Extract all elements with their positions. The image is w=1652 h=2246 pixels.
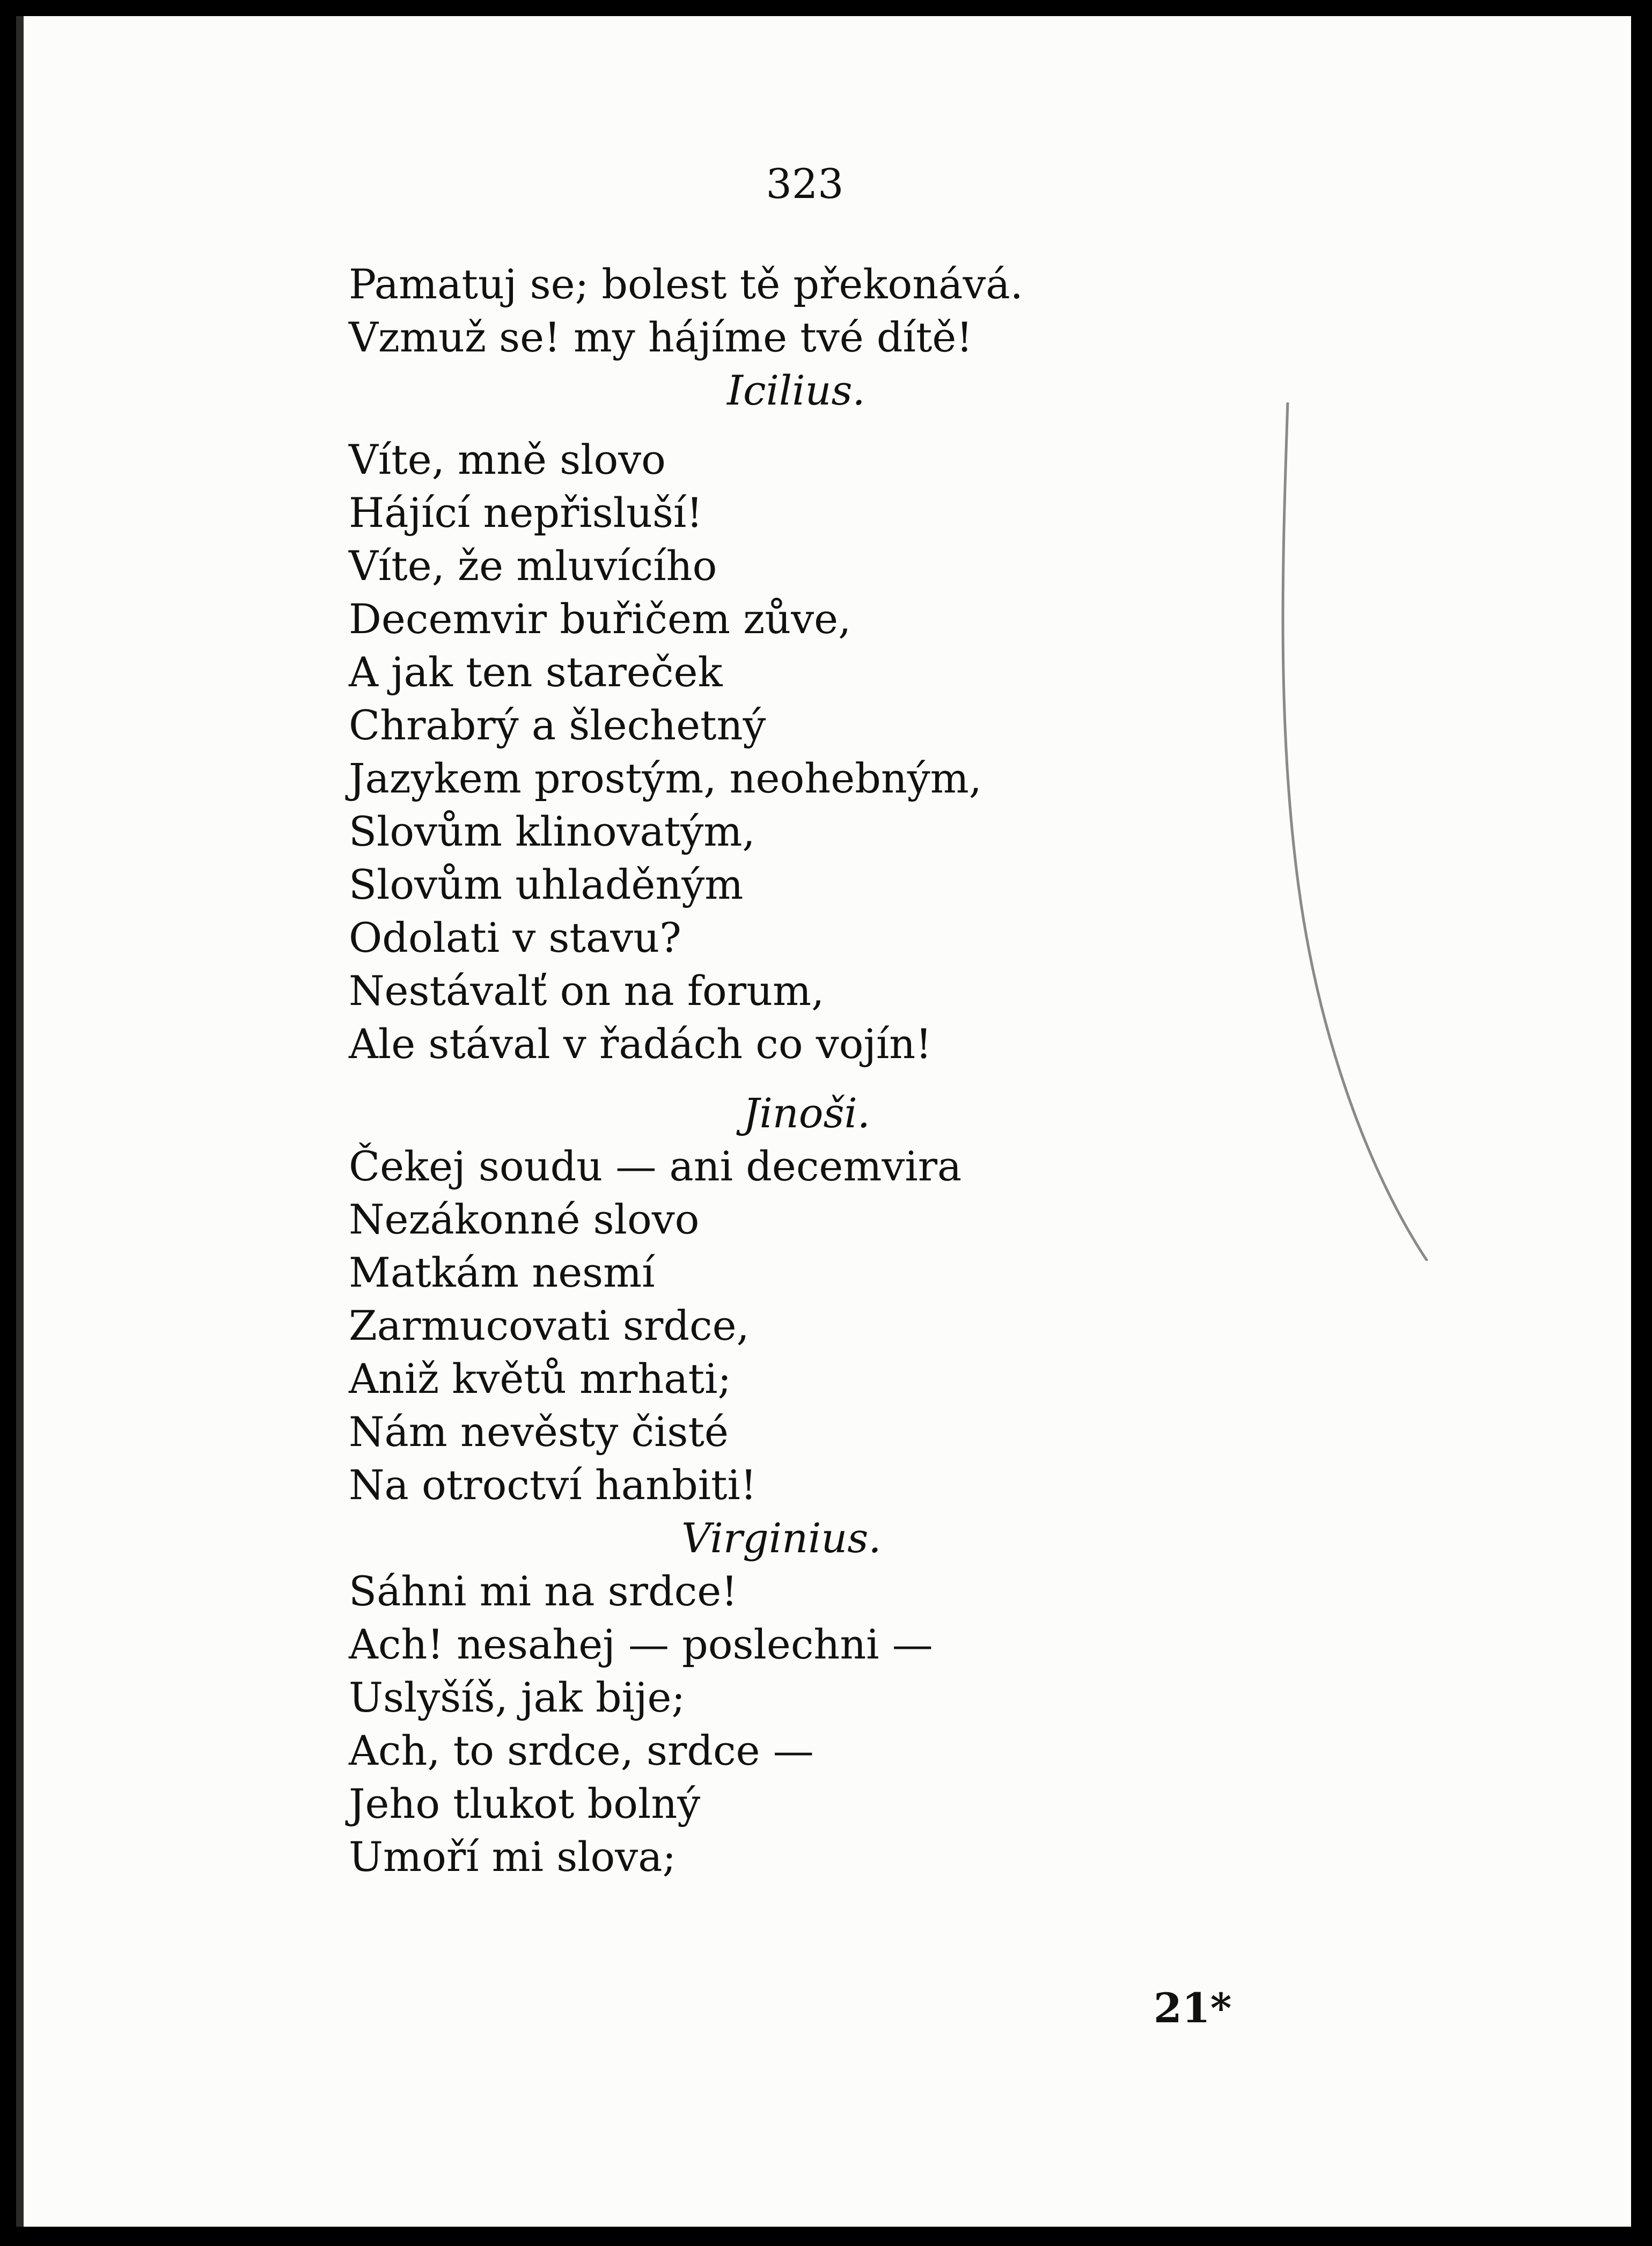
- verse-line: Decemvir buřičem zůve,: [349, 595, 851, 643]
- verse-line: Jeho tlukot bolný: [349, 1780, 701, 1827]
- verse-line: Chrabrý a šlechetný: [349, 701, 766, 749]
- verse-line: Ach! nesahej — poslechni —: [349, 1620, 933, 1668]
- verse-line: Na otroctví hanbiti!: [349, 1461, 757, 1509]
- verse-line: Vzmuž se! my hájíme tvé dítě!: [349, 313, 973, 361]
- verse-line: Nezákonné slovo: [349, 1195, 700, 1243]
- verse-line: Slovům klinovatým,: [349, 808, 755, 855]
- verse-line: Jazykem prostým, neohebným,: [349, 754, 982, 802]
- verse-line: Ach, to srdce, srdce —: [349, 1727, 814, 1774]
- speaker-name: Jinoši.: [743, 1089, 870, 1137]
- verse-line: Uslyšíš, jak bije;: [349, 1674, 686, 1721]
- verse-line: Víte, mně slovo: [349, 436, 666, 483]
- verse-line: Matkám nesmí: [349, 1249, 655, 1296]
- book-page: [16, 16, 1631, 2227]
- page-number: 323: [766, 160, 844, 208]
- spacer: [349, 417, 1261, 433]
- page-edge-shadow: [16, 16, 24, 2227]
- page-fold-shadow: [1266, 402, 1438, 1261]
- verse-line: Slovům uhladěným: [349, 861, 744, 908]
- verse-line: Umoří mi slova;: [349, 1833, 677, 1881]
- verse-line: A jak ten stareček: [349, 648, 723, 696]
- verse-line: Ale stával v řadách co vojín!: [349, 1020, 932, 1068]
- verse-line: Hájící nepřisluší!: [349, 489, 703, 537]
- verse-line: Nestávalť on na forum,: [349, 967, 825, 1015]
- verse-line: Odolati v stavu?: [349, 914, 681, 961]
- verse-line: Pamatuj se; bolest tě překonává.: [349, 260, 1023, 308]
- verse-line: Nám nevěsty čisté: [349, 1408, 729, 1456]
- verse-line: Zarmucovati srdce,: [349, 1302, 750, 1349]
- verse-line: Aniž květů mrhati;: [349, 1355, 732, 1403]
- verse-line: Víte, že mluvícího: [349, 542, 717, 590]
- speaker-name: Icilius.: [727, 366, 865, 414]
- signature-mark: 21*: [1154, 1984, 1232, 2032]
- verse-line: Čekej soudu — ani decemvira: [349, 1142, 962, 1190]
- verse-text: [349, 258, 1261, 1883]
- speaker-name: Virginius.: [681, 1514, 882, 1562]
- verse-line: Sáhni mi na srdce!: [349, 1567, 738, 1615]
- spacer: [349, 1070, 1261, 1087]
